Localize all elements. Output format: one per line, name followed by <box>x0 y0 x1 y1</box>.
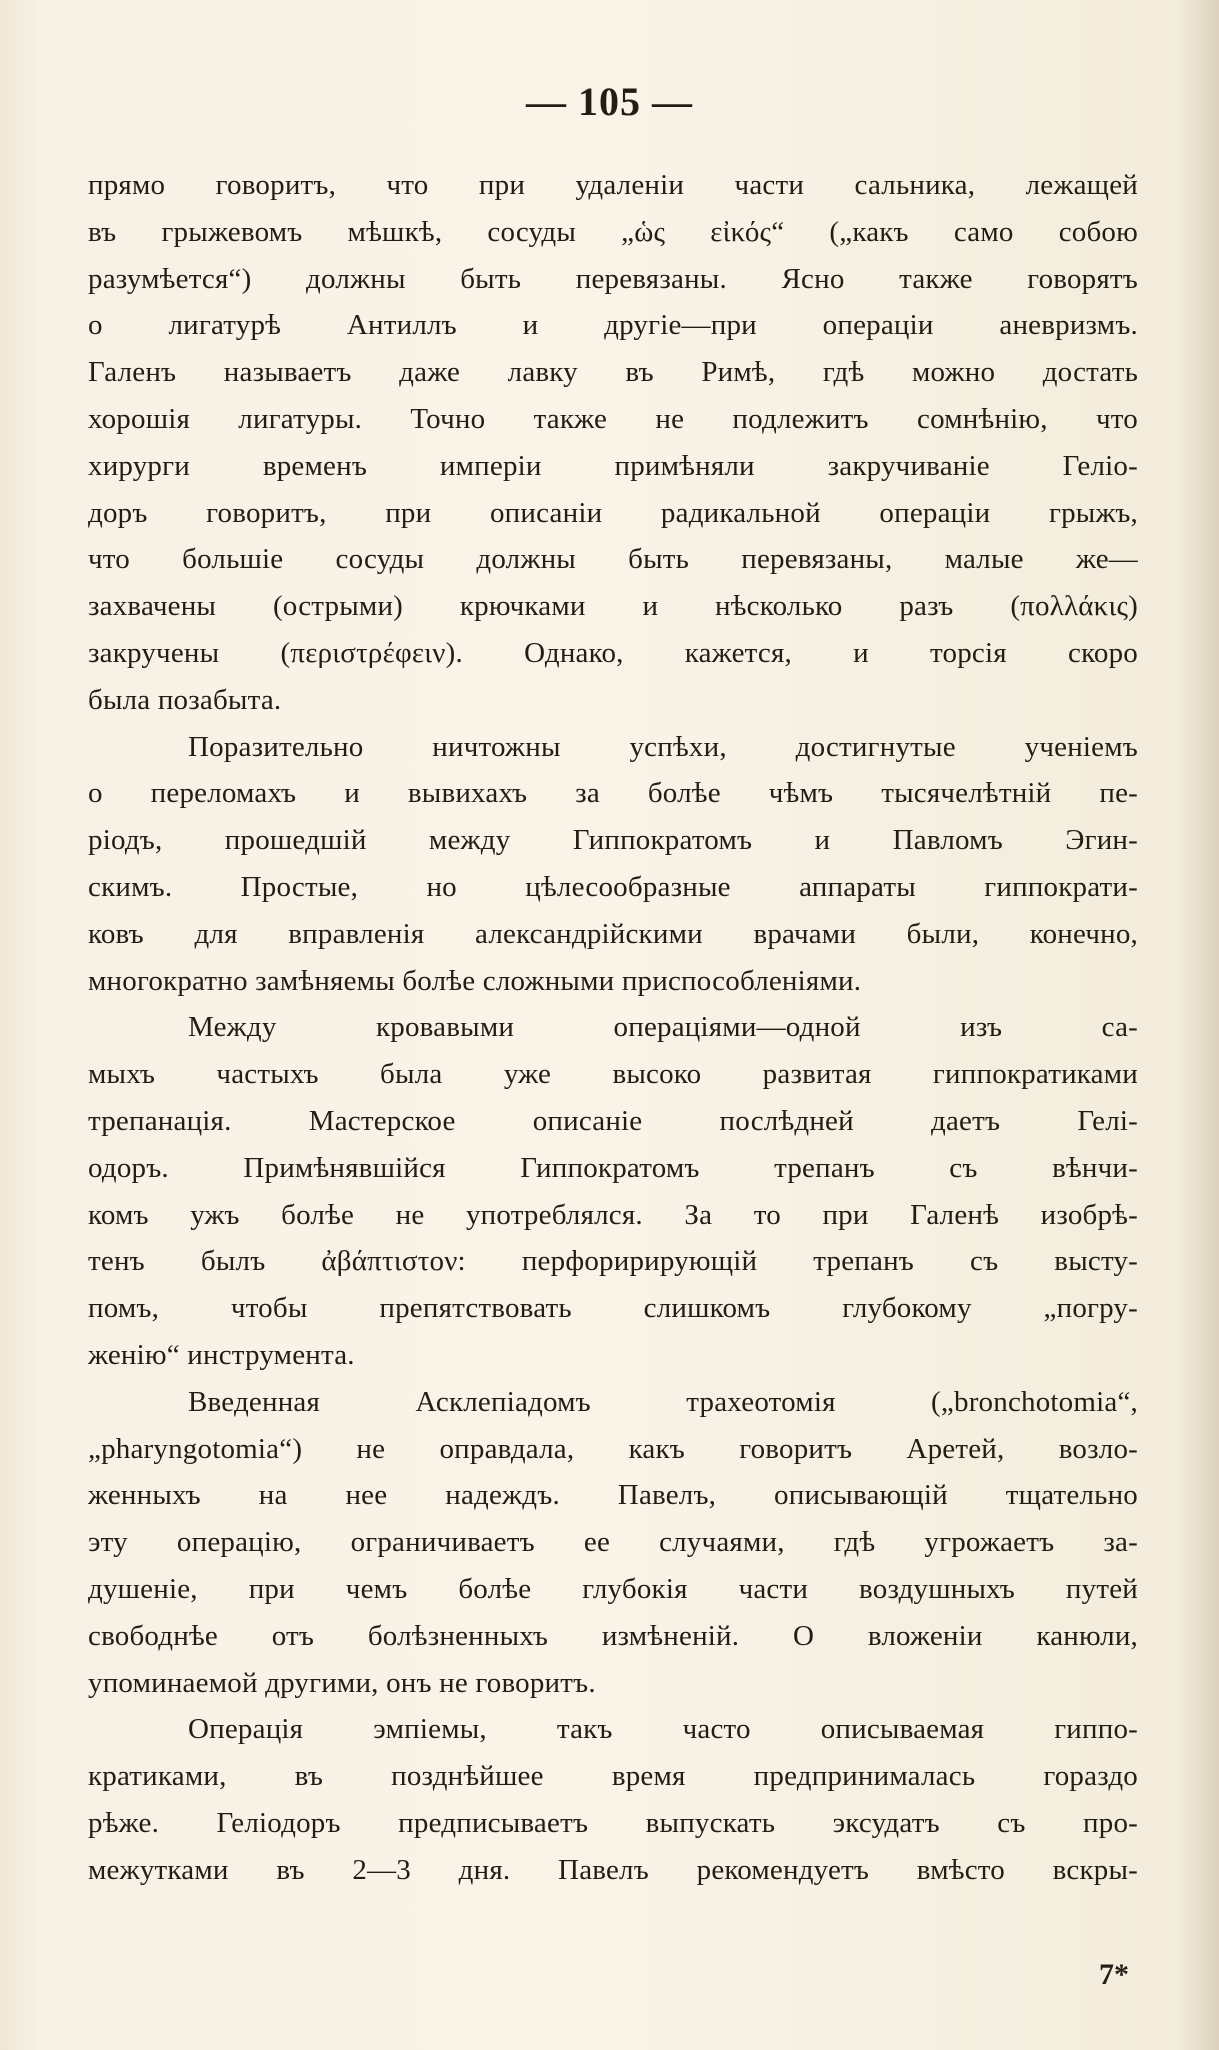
text-line: скимъ. Простые, но цѣлесообразные аппараты гиппократи- <box>88 870 1138 903</box>
text-line: „pharyngotomia“) не оправдала, какъ говоритъ Аретей, возло- <box>88 1432 1138 1465</box>
text-line: межутками въ 2—3 дня. Павелъ рекомендуетъ вмѣсто вскры- <box>88 1853 1138 1886</box>
text-line: тенъ былъ ἀβάπτιστον: перфоририрующій трепанъ съ высту- <box>88 1245 1138 1278</box>
text-line: Между кровавыми операціями—одной изъ са- <box>188 1011 1138 1044</box>
text-line: эту операцію, ограничиваетъ ее случаями, гдѣ угрожаетъ за- <box>88 1526 1138 1559</box>
text-line: комъ ужъ болѣе не употреблялся. За то при Галенѣ изобрѣ- <box>88 1198 1138 1231</box>
text-line: женію“ инструмента. <box>88 1338 355 1371</box>
text-line: рѣже. Геліодоръ предписываетъ выпускать эксудатъ съ про- <box>88 1806 1138 1839</box>
text-line: свободнѣе отъ болѣзненныхъ измѣненій. О вложеніи канюли, <box>88 1619 1138 1652</box>
text-line: Операція эмпіемы, такъ часто описываемая гиппо- <box>188 1713 1138 1746</box>
page-number-header: — 105 — <box>526 79 693 124</box>
text-line: о лигатурѣ Антиллъ и другіе—при операціи аневризмъ. <box>88 309 1138 342</box>
text-line: была позабыта. <box>88 683 282 716</box>
text-line: женныхъ на нее надеждъ. Павелъ, описывающій тщательно <box>88 1479 1138 1512</box>
text-line: закручены (περιστρέφειν). Однако, кажется, и торсія скоро <box>88 636 1138 669</box>
text-line: разумѣется“) должны быть перевязаны. Ясно также говорятъ <box>88 262 1138 295</box>
text-line: трепанація. Мастерское описаніе послѣдней даетъ Гелі- <box>88 1104 1138 1137</box>
text-line: мыхъ частыхъ была уже высоко развитая гиппократиками <box>88 1058 1138 1091</box>
page-fold-shadow <box>1175 0 1219 2050</box>
text-line: захвачены (острыми) крючками и нѣсколько разъ (πολλάκις) <box>88 590 1138 623</box>
text-line: что большіе сосуды должны быть перевязаны, малые же— <box>88 543 1138 576</box>
text-line: хорошія лигатуры. Точно также не подлежитъ сомнѣнію, что <box>88 402 1138 435</box>
signature-mark: 7* <box>1099 1958 1129 1991</box>
text-line: ковъ для вправленія александрійскими врачами были, конечно, <box>88 917 1138 950</box>
text-line: прямо говоритъ, что при удаленіи части сальника, лежащей <box>88 169 1138 201</box>
text-line: о переломахъ и вывихахъ за болѣе чѣмъ тысячелѣтній пе- <box>88 777 1138 810</box>
text-line: многократно замѣняемы болѣе сложными приспособленіями. <box>88 964 862 997</box>
body-text <box>88 162 1138 1893</box>
text-line: Галенъ называетъ даже лавку въ Римѣ, гдѣ можно достать <box>88 356 1138 389</box>
text-line: Введенная Асклепіадомъ трахеотомія („bronchotomia“, <box>188 1385 1138 1418</box>
text-line: кратиками, въ позднѣйшее время предпринималась гораздо <box>88 1760 1138 1793</box>
text-line: хирурги временъ имперіи примѣняли закручиваніе Геліо- <box>88 449 1138 482</box>
text-line: Поразительно ничтожны успѣхи, достигнутые ученіемъ <box>188 730 1138 763</box>
text-line: душеніе, при чемъ болѣе глубокія части воздушныхъ путей <box>88 1572 1138 1605</box>
text-line: помъ, чтобы препятствовать слишкомъ глубокому „погру- <box>88 1292 1138 1325</box>
text-line: упоминаемой другими, онъ не говоритъ. <box>88 1666 596 1699</box>
text-line: ріодъ, прошедшій между Гиппократомъ и Павломъ Эгин- <box>88 824 1138 857</box>
text-line: въ грыжевомъ мѣшкѣ, сосуды „ὡς εἰκός“ („какъ само собою <box>88 215 1138 248</box>
text-line: одоръ. Примѣнявшійся Гиппократомъ трепанъ съ вѣнчи- <box>88 1151 1138 1184</box>
text-line: доръ говоритъ, при описаніи радикальной операціи грыжъ, <box>88 496 1138 529</box>
